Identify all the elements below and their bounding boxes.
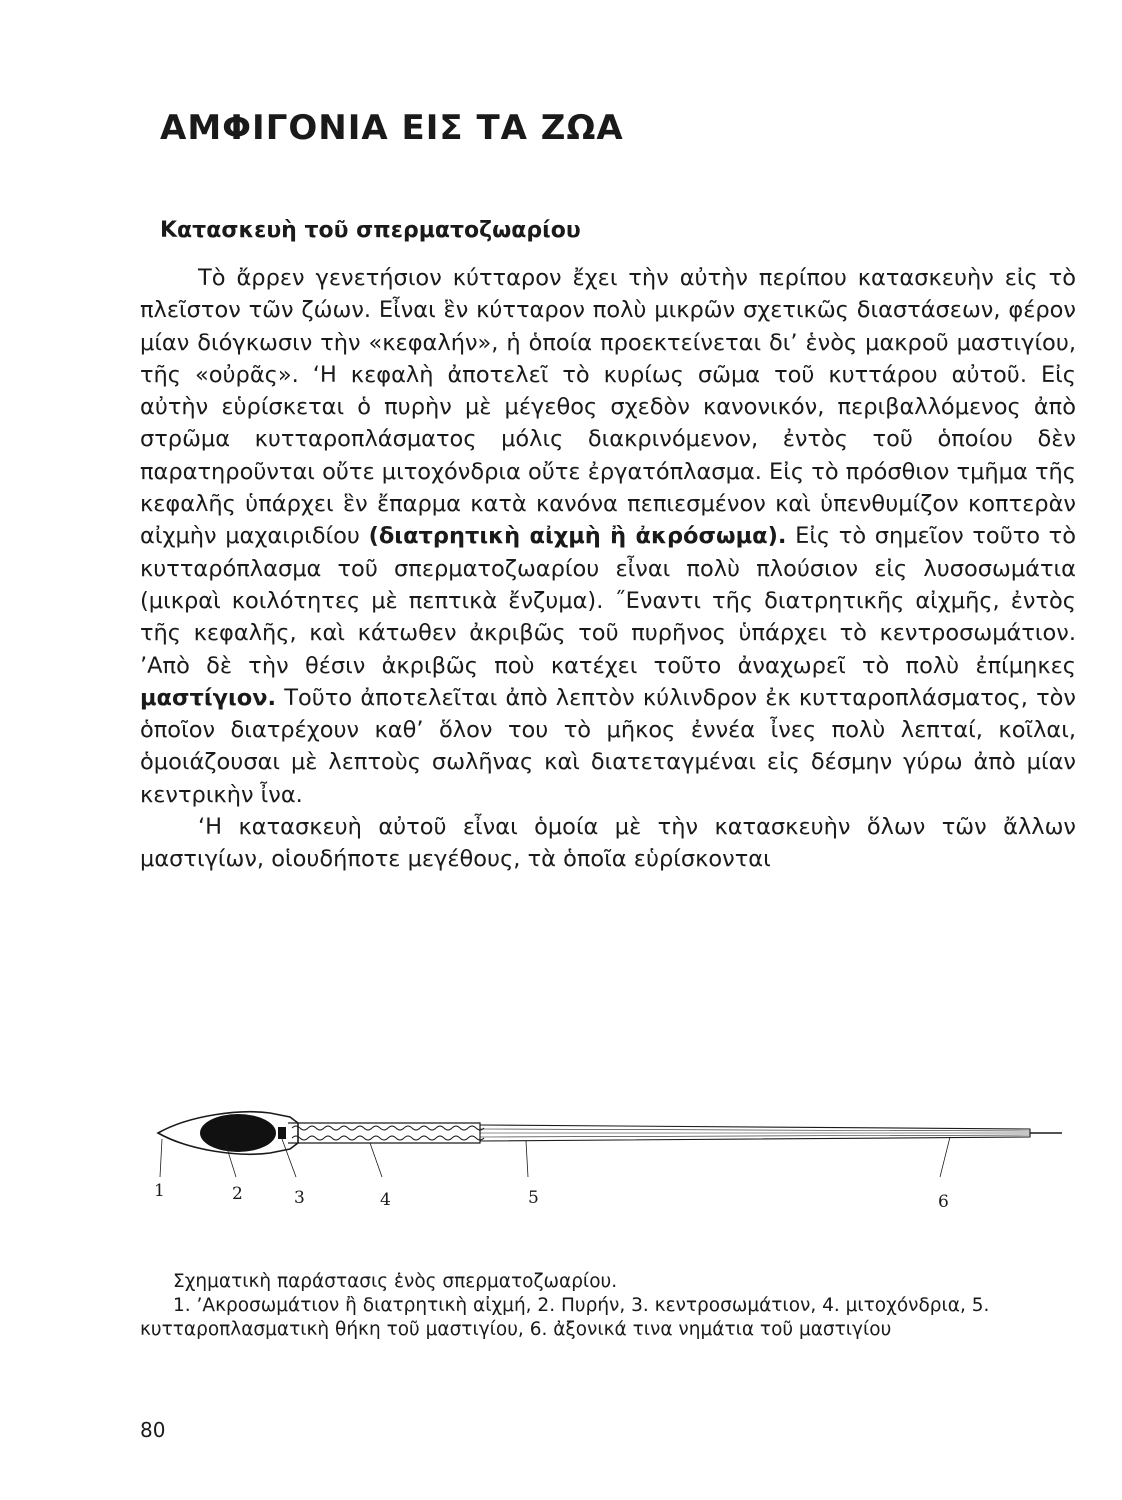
figure-label-5: 5 [528,1188,539,1208]
paragraph-1-text-a: Τὸ ἄρρεν γενετήσιον κύτταρον ἔχει τὴν αὐτὴν περίπου κατασκευὴν εἰς τὸ πλεῖστον τῶν ζώων. Εἶναι ἓν κύτταρον πολὺ μικρῶν σχετικῶς διαστάσεων, φέρον μίαν διόγκωσιν τὴν «κεφαλήν», ἡ ὁποία προεκτείνεται δι’ ἑνὸς μακροῦ μαστιγίου, τῆς «οὐρᾶς». ‘Η κεφαλὴ ἀποτελεῖ τὸ κυρίως σῶμα τοῦ κυττάρου αὐτοῦ. Εἰς αὐτὴν εὑρίσκεται ὁ πυρὴν μὲ μέγεθος σχεδὸν κανονικόν, περιβαλλόμενος ἀπὸ στρῶμα κυτταροπλάσματος μόλις διακρινόμενον, ἐντὸς τοῦ ὁποίου δὲν παρατηροῦνται οὔτε μιτοχόνδρια οὔτε ἐργατόπλασμα. Εἰς τὸ πρόσθιον τμῆμα τῆς κεφαλῆς ὑπάρχει ἓν ἔπαρμα κατὰ κανόνα πεπιεσμένον καὶ ὑπενθυμίζον κοπτερὰν αἰχμὴν μαχαιριδίου [140,265,1076,550]
mitochondria-coils [292,1126,484,1140]
figure-label-1: 1 [154,1181,165,1201]
sperm-diagram [150,1105,1070,1215]
body-text [140,262,1076,876]
page-title: ΑΜΦΙΓΟΝΙΑ ΕΙΣ ΤΑ ΖΩΑ [160,108,624,148]
flagellum-fibers [480,1129,1030,1137]
section-subtitle: Κατασκευὴ τοῦ σπερματοζωαρίου [160,218,581,243]
caption-legend: 1. ’Ακροσωμάτιον ἢ διατρητικὴ αἰχμή, 2. Πυρήν, 3. κεντροσωμάτιον, 4. μιτοχόνδρια, 5. κυτταροπλασματικὴ θήκη τοῦ μαστιγίου, 6. ἀξονικά τινα νημάτια τοῦ μαστιγίου [140,1295,990,1340]
sperm-diagram-svg [150,1105,1070,1215]
term-flagellum: μαστίγιον. [140,684,277,711]
page-number: 80 [140,1418,166,1442]
figure-label-4: 4 [380,1190,391,1210]
figure-label-2: 2 [232,1184,243,1204]
nucleus [200,1114,276,1152]
term-acrosome: (διατρητικὴ αἰχμὴ ἢ ἀκρόσωμα). [368,523,787,550]
caption-title: Σχηματικὴ παράστασις ἑνὸς σπερματοζωαρίου. [173,1271,618,1292]
paragraph-2 [140,811,1076,876]
figure-label-6: 6 [938,1192,949,1212]
paragraph-1-text-b: Εἰς τὸ σημεῖον τοῦτο τὸ κυτταρόπλασμα τοῦ σπερματοζωαρίου εἶναι πολὺ πλούσιον εἰς λυσοσωμάτια (μικραὶ κοιλότητες μὲ πεπτικὰ ἔνζυμα). ˝Εναντι τῆς διατρητικῆς αἰχμῆς, ἐντὸς τῆς κεφαλῆς, καὶ κάτωθεν ἀκριβῶς τοῦ πυρῆνος ὑπάρχει τὸ κεντροσωμάτιον. ’Απὸ δὲ τὴν θέσιν ἀκριβῶς ποὺ κατέχει τοῦτο ἀναχωρεῖ τὸ πολὺ ἐπίμηκες [140,523,1076,679]
paragraph-1 [140,262,1076,811]
figure-label-3: 3 [294,1188,305,1208]
centrosome [278,1127,286,1139]
paragraph-1-text-c: Τοῦτο ἀποτελεῖται ἀπὸ λεπτὸν κύλινδρον ἐκ κυτταροπλάσματος, τὸν ὁποῖον διατρέχουν καθ’ ὅλον του τὸ μῆκος ἐννέα ἶνες πολὺ λεπταί, κοῖλαι, ὁμοιάζουσαι μὲ λεπτοὺς σωλῆνας καὶ διατεταγμέναι εἰς δέσμην γύρω ἀπὸ μίαν κεντρικὴν ἶνα. [140,684,1076,808]
label-leaders [160,1137,950,1177]
figure-caption [140,1270,1060,1342]
paragraph-2-text: ‘Η κατασκευὴ αὐτοῦ εἶναι ὁμοία μὲ τὴν κατασκευὴν ὅλων τῶν ἄλλων μαστιγίων, οἱουδήποτε μεγέθους, τὰ ὁποῖα εὑρίσκονται [140,814,1076,873]
